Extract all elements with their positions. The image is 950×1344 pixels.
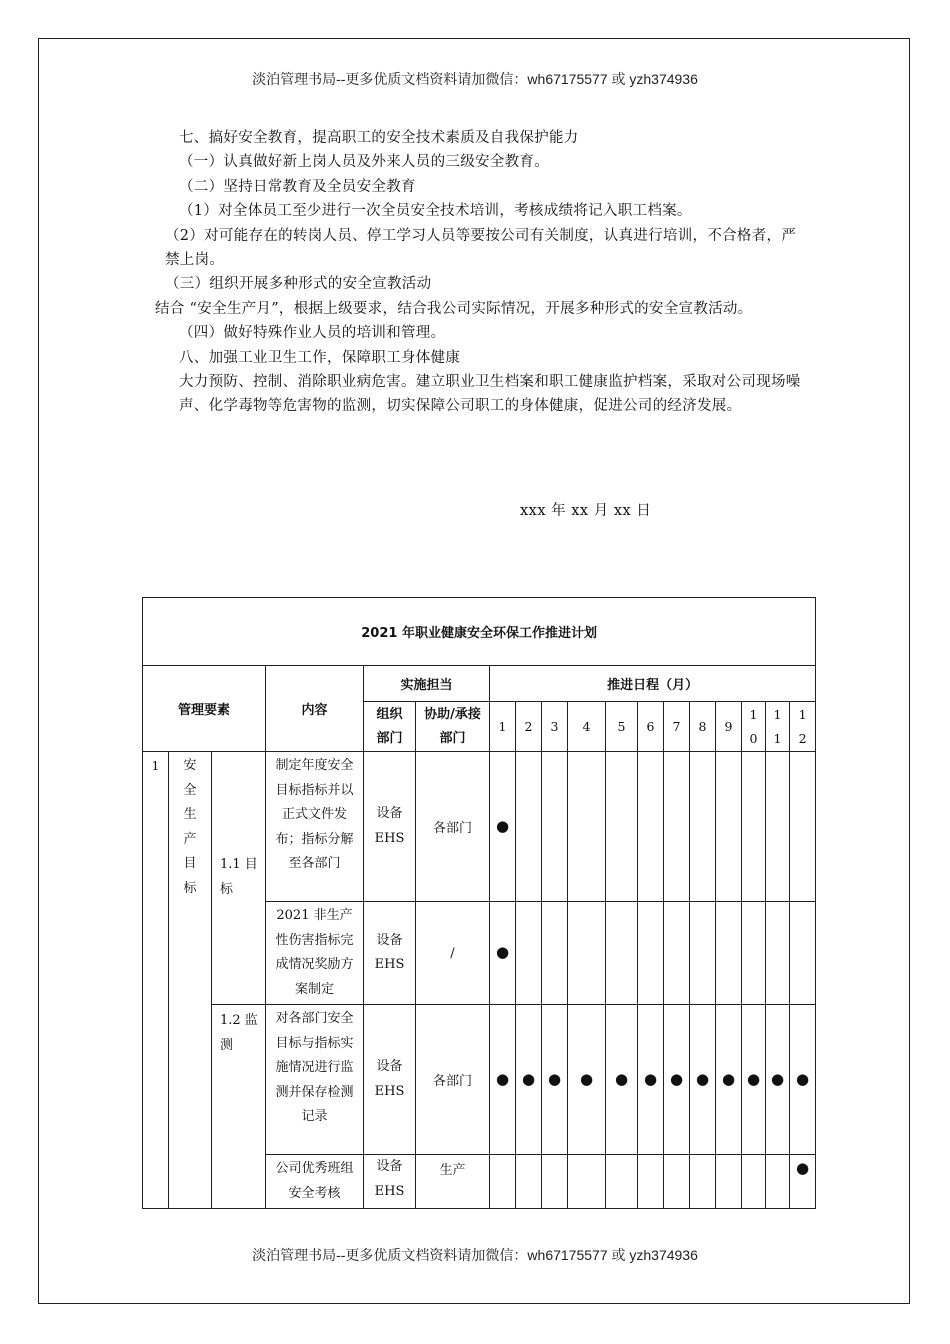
row-content: 对各部门安全目标与指标实施情况进行监测并保存检测记录: [266, 1005, 364, 1155]
schedule-cell: [790, 1155, 816, 1209]
row-org: 设备 EHS: [364, 902, 416, 1005]
paragraph: （2）对可能存在的转岗人员、停工学习人员等要按公司有关制度，认真进行培训，不合格者，严禁上岗。: [165, 227, 797, 269]
month-10: 10: [742, 702, 766, 752]
row-content: 2021 非生产性伤害指标完成情况奖励方案制定: [266, 902, 364, 1005]
schedule-dot: ●: [495, 943, 510, 961]
schedule-cell: [516, 1155, 542, 1209]
group-name-cell: [169, 752, 212, 1209]
schedule-cell: [664, 752, 690, 902]
month-1: 1: [490, 702, 516, 752]
month-2: 2: [516, 702, 542, 752]
schedule-cell: [766, 902, 790, 1005]
schedule-cell: [606, 1155, 638, 1209]
schedule-cell: [606, 902, 638, 1005]
schedule-cell: [690, 1155, 716, 1209]
header-content: 内容: [266, 666, 364, 752]
schedule-dot: ●: [547, 1069, 562, 1088]
schedule-cell: [542, 1005, 568, 1155]
schedule-dot: ●: [521, 1069, 536, 1088]
row-org: 设备 EHS: [364, 752, 416, 902]
header-implement: 实施担当: [364, 666, 490, 702]
group-number: 1: [143, 752, 169, 1209]
schedule-cell: [790, 752, 816, 902]
schedule-cell: [766, 1155, 790, 1209]
page-footer: 淡泊管理书局--更多优质文档资料请加微信：wh67175577 或 yzh374936: [252, 1247, 698, 1263]
schedule-cell: [606, 752, 638, 902]
schedule-dot: ●: [614, 1069, 629, 1088]
schedule-cell: [516, 752, 542, 902]
schedule-dot: ●: [796, 1159, 810, 1177]
schedule-dot: ●: [721, 1069, 736, 1088]
schedule-cell: [638, 752, 664, 902]
schedule-cell: [638, 1155, 664, 1209]
schedule-dot: ●: [770, 1069, 785, 1088]
row-content: 制定年度安全目标指标并以正式文件发布；指标分解至各部门: [266, 752, 364, 902]
schedule-cell: [790, 1005, 816, 1155]
schedule-dot: ●: [495, 1069, 510, 1088]
schedule-dot: ●: [796, 1069, 810, 1088]
schedule-cell: [664, 1005, 690, 1155]
schedule-cell: [664, 902, 690, 1005]
schedule-cell: [542, 752, 568, 902]
schedule-dot: ●: [669, 1069, 684, 1088]
row-org: 设备 EHS: [364, 1005, 416, 1155]
table-title: 2021 年职业健康安全环保工作推进计划: [143, 598, 816, 666]
row-assist: /: [416, 902, 490, 1005]
schedule-cell: [490, 752, 516, 902]
schedule-cell: [742, 752, 766, 902]
schedule-cell: [568, 1005, 606, 1155]
month-11: 11: [766, 702, 790, 752]
paragraph: （三）组织开展多种形式的安全宣教活动: [165, 276, 432, 293]
paragraph: （一）认真做好新上岗人员及外来人员的三级安全教育。: [179, 154, 549, 171]
paragraph: （1）对全体员工至少进行一次全员安全技术培训，考核成绩将记入职工档案。: [179, 203, 692, 220]
schedule-cell: [542, 902, 568, 1005]
paragraph: 大力预防、控制、消除职业病危害。建立职业卫生档案和职工健康监护档案，采取对公司现场噪声、化学毒物等危害物的监测，切实保障公司职工的身体健康，促进公司的经济发展。: [179, 374, 801, 415]
sub-item-target: 1.1 目标: [212, 752, 266, 1005]
month-12: 12: [790, 702, 816, 752]
schedule-cell: [568, 1155, 606, 1209]
schedule-dot: ●: [495, 816, 510, 835]
schedule-dot: ●: [579, 1069, 594, 1088]
schedule-cell: [568, 902, 606, 1005]
month-8: 8: [690, 702, 716, 752]
month-9: 9: [716, 702, 742, 752]
schedule-cell: [766, 752, 790, 902]
body-text: [145, 126, 807, 419]
schedule-cell: [568, 752, 606, 902]
schedule-cell: [716, 1155, 742, 1209]
schedule-cell: [516, 902, 542, 1005]
date-line: xxx 年 xx 月 xx 日: [520, 503, 652, 519]
paragraph: 七、搞好安全教育，提高职工的安全技术素质及自我保护能力: [179, 130, 579, 146]
row-org: 设备 EHS: [364, 1155, 416, 1209]
schedule-cell: [790, 902, 816, 1005]
schedule-cell: [638, 902, 664, 1005]
row-assist: 各部门: [416, 752, 490, 902]
schedule-cell: [490, 1005, 516, 1155]
schedule-cell: [742, 1155, 766, 1209]
page-header: 淡泊管理书局--更多优质文档资料请加微信：wh67175577 或 yzh374936: [252, 71, 698, 87]
schedule-cell: [742, 902, 766, 1005]
schedule-cell: [766, 1005, 790, 1155]
header-management: 管理要素: [143, 666, 266, 752]
plan-table: [142, 597, 816, 1209]
schedule-cell: [716, 902, 742, 1005]
paragraph: 八、加强工业卫生工作，保障职工身体健康: [179, 349, 461, 366]
row-assist: 各部门: [416, 1005, 490, 1155]
month-6: 6: [638, 702, 664, 752]
month-7: 7: [664, 702, 690, 752]
schedule-cell: [716, 1005, 742, 1155]
header-assist: 协助/承接部门: [416, 702, 490, 752]
header-schedule: 推进日程（月）: [490, 666, 816, 702]
sub-item-monitor: 1.2 监测: [212, 1005, 266, 1209]
schedule-cell: [690, 902, 716, 1005]
schedule-cell: [516, 1005, 542, 1155]
schedule-cell: [664, 1155, 690, 1209]
schedule-cell: [490, 902, 516, 1005]
month-5: 5: [606, 702, 638, 752]
group-name: 安全生产目标: [183, 758, 197, 896]
schedule-cell: [690, 752, 716, 902]
schedule-dot: ●: [746, 1069, 761, 1088]
paragraph: 结合 “安全生产月”，根据上级要求，结合我公司实际情况，开展多种形式的安全宣教活动。: [155, 300, 753, 317]
paragraph: （四）做好特殊作业人员的培训和管理。: [179, 325, 446, 342]
schedule-cell: [638, 1005, 664, 1155]
schedule-cell: [742, 1005, 766, 1155]
schedule-cell: [542, 1155, 568, 1209]
schedule-cell: [490, 1155, 516, 1209]
schedule-dot: ●: [643, 1069, 658, 1088]
schedule-cell: [690, 1005, 716, 1155]
paragraph: （二）坚持日常教育及全员安全教育: [179, 178, 416, 195]
schedule-cell: [716, 752, 742, 902]
schedule-dot: ●: [695, 1069, 710, 1088]
row-assist: 生产: [416, 1155, 490, 1209]
month-3: 3: [542, 702, 568, 752]
row-content: 公司优秀班组安全考核: [266, 1155, 364, 1209]
header-org: 组织部门: [364, 702, 416, 752]
month-4: 4: [568, 702, 606, 752]
schedule-cell: [606, 1005, 638, 1155]
